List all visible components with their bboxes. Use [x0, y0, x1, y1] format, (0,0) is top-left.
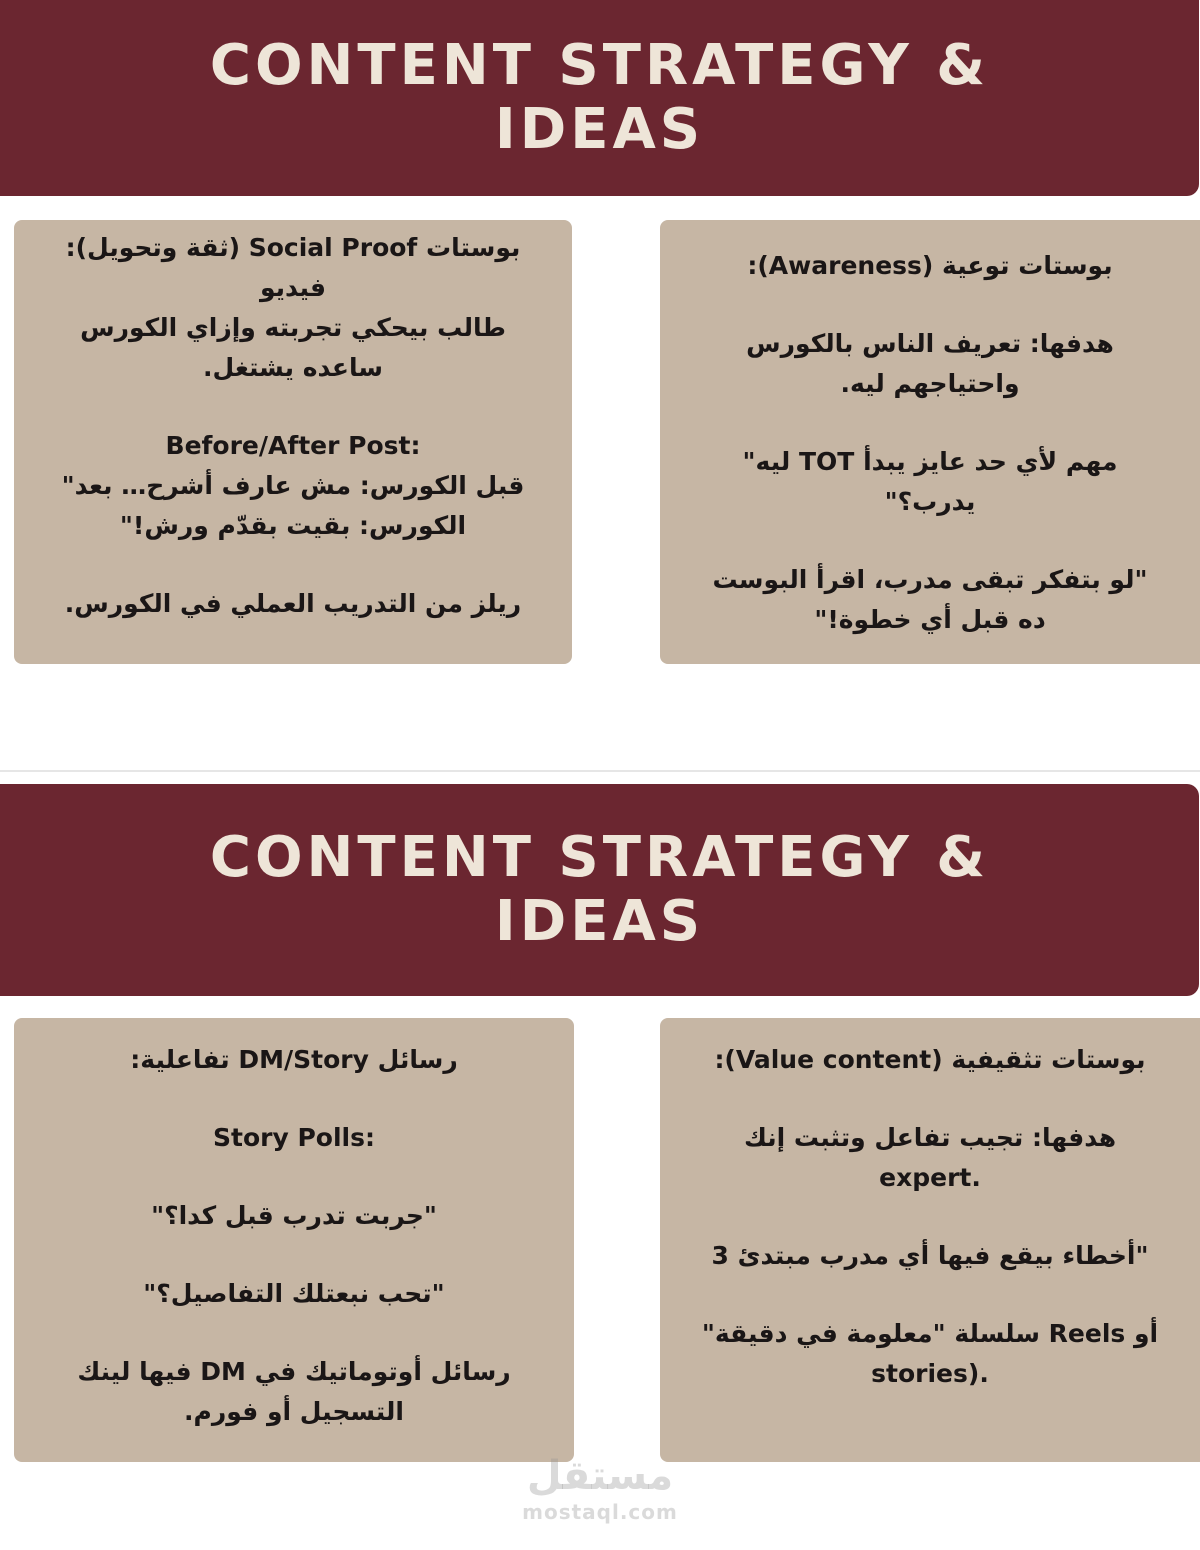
card-line: stories).	[871, 1359, 989, 1388]
awareness-card	[660, 220, 1200, 664]
card-line: الكورس: بقيت بقدّم ورش!"	[119, 511, 467, 540]
title-line-2: IDEAS	[494, 889, 705, 954]
spacer	[666, 404, 1194, 442]
card-line: ساعده يشتغل.	[203, 353, 383, 382]
card-line: يدرب؟"	[884, 487, 976, 516]
card-line: "أخطاء بيقع فيها أي مدرب مبتدئ 3	[711, 1241, 1149, 1270]
spacer	[666, 1198, 1194, 1236]
card-line: طالب بيحكي تجربته وإزاي الكورس	[80, 313, 506, 342]
card-line: Story Polls:	[213, 1123, 375, 1152]
card-line: التسجيل أو فورم.	[184, 1397, 404, 1426]
title-banner	[0, 0, 1199, 196]
spacer	[20, 1080, 568, 1118]
card-line: بوستات تثقيفية (Value content):	[714, 1045, 1146, 1074]
card-line: أو Reels سلسلة "معلومة في دقيقة"	[701, 1319, 1159, 1348]
title-line-1: CONTENT STRATEGY &	[209, 825, 990, 890]
card-line: بوستات توعية (Awareness):	[747, 251, 1113, 280]
title-line-1: CONTENT STRATEGY &	[209, 33, 990, 98]
card-line: "تحب نبعتلك التفاصيل؟"	[143, 1279, 445, 1308]
social-proof-card	[14, 220, 572, 664]
card-line: قبل الكورس: مش عارف أشرح… بعد"	[61, 471, 525, 500]
spacer	[20, 1314, 568, 1352]
title-banner	[0, 784, 1199, 996]
value-content-card	[660, 1018, 1200, 1462]
mostaql-watermark	[520, 1452, 680, 1524]
spacer	[20, 388, 566, 426]
card-line: رسائل DM/Story تفاعلية:	[130, 1045, 458, 1074]
interactive-dm-story-card	[14, 1018, 574, 1462]
card-line: هدفها: تجيب تفاعل وتثبت إنك	[743, 1123, 1117, 1152]
spacer	[666, 1276, 1194, 1314]
spacer	[666, 522, 1194, 560]
spacer	[666, 286, 1194, 324]
card-line: مهم لأي حد عايز يبدأ TOT ليه"	[742, 447, 1118, 476]
card-line: expert.	[879, 1163, 981, 1192]
card-line: "جربت تدرب قبل كدا؟"	[151, 1201, 437, 1230]
card-line: "لو بتفكر تبقى مدرب، اقرأ البوست	[712, 565, 1148, 594]
spacer	[20, 1158, 568, 1196]
infographic-panel-1	[0, 0, 1200, 772]
card-line: واحتياجهم ليه.	[840, 369, 1020, 398]
card-line: ده قبل أي خطوة!"	[814, 605, 1046, 634]
card-line: Before/After Post:	[165, 431, 421, 460]
title-line-2: IDEAS	[494, 97, 705, 162]
spacer	[20, 546, 566, 584]
infographic-panel-2	[0, 772, 1200, 1550]
card-line: رسائل أوتوماتيك في DM فيها لينك	[77, 1357, 511, 1386]
card-line: ريلز من التدريب العملي في الكورس.	[64, 589, 522, 618]
spacer	[666, 1080, 1194, 1118]
watermark-logo: مستقل	[526, 1453, 674, 1499]
watermark-site: mostaql.com	[522, 1500, 678, 1524]
card-line: بوستات Social Proof (ثقة وتحويل):	[65, 233, 521, 262]
spacer	[20, 1236, 568, 1274]
card-line: هدفها: تعريف الناس بالكورس	[746, 329, 1114, 358]
card-line: فيديو	[259, 273, 327, 302]
